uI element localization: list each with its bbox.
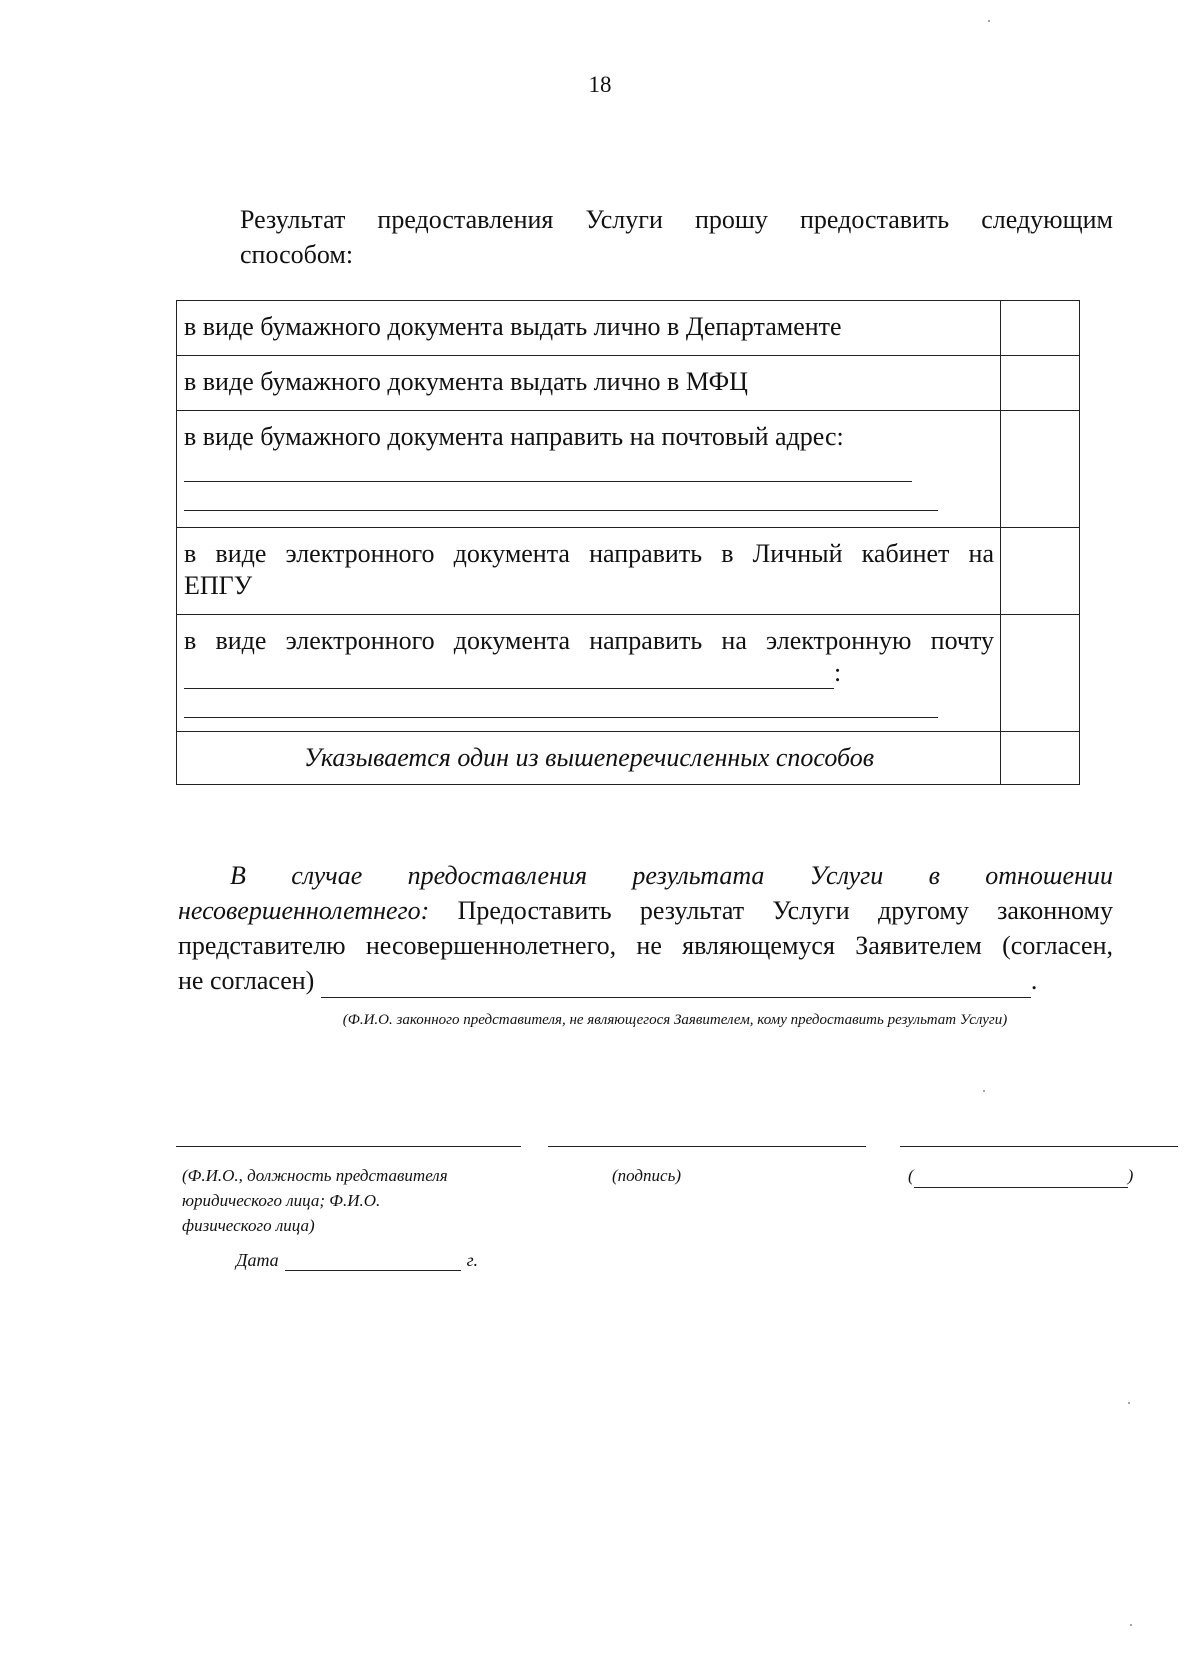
decoding-caption: ( ) [908, 1163, 1133, 1188]
delivery-options-table [176, 300, 1080, 785]
option-row [177, 301, 1080, 356]
option-text: в виде электронного документа направить на электронную почту : [177, 615, 1001, 732]
postal-address-line-1[interactable] [184, 453, 912, 482]
scan-speck [1130, 1624, 1132, 1626]
option-row [177, 411, 1080, 528]
scan-speck [1128, 1402, 1130, 1404]
decoding-signature-line[interactable] [900, 1146, 1178, 1147]
intro-line-1: Результат предоставления Услуги прошу предоставить следующим [240, 205, 1113, 234]
option-checkbox[interactable] [1001, 356, 1080, 411]
date-field: Дата г. [236, 1250, 478, 1270]
email-line-1[interactable] [184, 660, 834, 689]
consent-fill-line[interactable] [321, 971, 1031, 998]
intro-paragraph [178, 202, 1113, 272]
minor-lead: В случае предоставления результата Услуги в отношении [230, 861, 1113, 890]
option-note-row [177, 732, 1080, 785]
option-text: в виде электронного документа направить в Личный кабинет на ЕПГУ [177, 528, 1001, 615]
option-text: в виде бумажного документа направить на почтовый адрес: [177, 411, 1001, 528]
option-note: Указывается один из вышеперечисленных способов [177, 732, 1001, 785]
option-text: в виде бумажного документа выдать лично в МФЦ [177, 356, 1001, 411]
decoding-blank[interactable] [914, 1169, 1128, 1188]
option-row [177, 615, 1080, 732]
option-checkbox[interactable] [1001, 301, 1080, 356]
signature-caption: (подпись) [612, 1166, 681, 1185]
minor-paragraph: В случае предоставления результата Услуги в отношении несовершеннолетнего: Предоставить результат Услуги другому законному представителю несовершеннолетнего, не являющемуся Заявителем (согласен, не согласен) . [178, 858, 1113, 998]
scan-speck [983, 1090, 985, 1092]
email-line-2[interactable] [184, 689, 938, 718]
representative-hint: (Ф.И.О. законного представителя, не являющегося Заявителем, кому предоставить результат Услуги) [342, 1012, 1008, 1028]
name-caption: (Ф.И.О., должность представителя юридического лица; Ф.И.О. физического лица) [182, 1166, 448, 1235]
date-blank[interactable] [285, 1252, 461, 1271]
option-row [177, 356, 1080, 411]
page-number: 18 [588, 72, 612, 97]
signature-line[interactable] [548, 1146, 866, 1147]
intro-line-2: способом: [240, 240, 354, 269]
name-signature-line[interactable] [176, 1146, 521, 1147]
option-row [177, 528, 1080, 615]
option-checkbox[interactable] [1001, 732, 1080, 785]
option-checkbox[interactable] [1001, 411, 1080, 528]
scan-speck [988, 20, 990, 22]
option-checkbox[interactable] [1001, 528, 1080, 615]
option-checkbox[interactable] [1001, 615, 1080, 732]
option-text: в виде бумажного документа выдать лично в Департаменте [177, 301, 1001, 356]
postal-address-line-2[interactable] [184, 482, 938, 511]
